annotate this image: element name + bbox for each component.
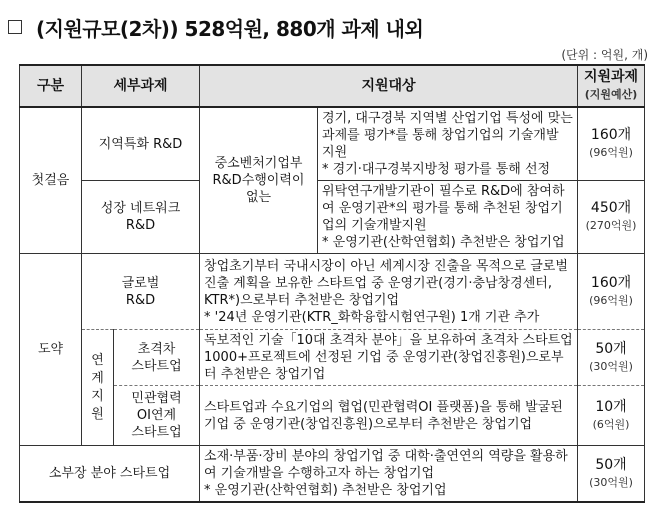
unit-label: (단위 : 억원, 개) xyxy=(561,48,648,62)
scale-growth xyxy=(578,181,645,254)
budget-global: (96억원) xyxy=(589,293,633,307)
table-row xyxy=(20,446,645,503)
target-global xyxy=(200,254,578,330)
target-growth-text: 위탁연구개발기관이 필수로 R&D에 참여하여 운영기관*의 평가를 통해 추천된 창업기업의 기술개발지원 xyxy=(322,184,565,233)
target-parts-note: * 운영기관(산학연협회) 추천받은 창업기업 xyxy=(204,483,447,498)
checkbox-icon xyxy=(8,20,22,34)
target-parts-text: 소재·부품·장비 분야의 창업기업 중 대학·출연연의 역량을 활용하여 기술개발을 수행하고자 하는 창업기업 xyxy=(204,449,568,481)
scale-global xyxy=(578,254,645,330)
page-title: (지원규모(2차)) 528억원, 880개 과제 내외 xyxy=(36,16,424,41)
header-task: 세부과제 xyxy=(82,65,200,107)
header-scale-line2: (지원예산) xyxy=(584,88,638,101)
header-category: 구분 xyxy=(20,65,82,107)
count-parts: 50개 xyxy=(595,456,627,473)
count-global: 160개 xyxy=(590,274,632,291)
table-row xyxy=(20,254,645,330)
scale-regional xyxy=(578,107,645,181)
target-growth-note: * 운영기관(산학연협회) 추천받은 창업기업 xyxy=(322,235,565,250)
task-regional: 지역특화 R&D xyxy=(82,107,200,181)
table-row xyxy=(20,181,645,254)
budget-parts: (30억원) xyxy=(589,475,633,489)
shared-eligibility: 중소벤처기업부 R&D수행이력이 없는 xyxy=(200,107,318,254)
task-global: 글로벌 R&D xyxy=(82,254,200,330)
table-row xyxy=(20,330,645,386)
task-oi: 민관협력 OI연계 스타트업 xyxy=(114,386,200,446)
target-regional xyxy=(318,107,578,181)
target-growth xyxy=(318,181,578,254)
task-growth: 성장 네트워크 R&D xyxy=(82,181,200,254)
budget-oi: (6억원) xyxy=(592,417,630,431)
scale-ultra xyxy=(578,330,645,386)
count-regional: 160개 xyxy=(590,127,632,143)
target-parts xyxy=(200,446,578,503)
linked-support xyxy=(82,330,114,446)
budget-regional: (96억원) xyxy=(589,146,633,159)
budget-growth: (270억원) xyxy=(585,219,637,232)
header-target: 지원대상 xyxy=(200,65,578,107)
count-oi: 10개 xyxy=(595,398,627,415)
scale-parts xyxy=(578,446,645,503)
target-regional-note: * 경기·대구경북지방청 평가를 통해 선정 xyxy=(322,162,551,177)
budget-ultra: (30억원) xyxy=(589,359,633,373)
count-growth: 450개 xyxy=(590,200,632,216)
target-ultra: 독보적인 기술「10대 초격차 분야」을 보유하여 초격차 스타트업 1000+프로젝트에 선정된 기업 중 운영기관(창업진흥원)으로부터 추천받은 창업기업 xyxy=(200,330,578,386)
scale-oi xyxy=(578,386,645,446)
header-row xyxy=(20,65,645,107)
table-row xyxy=(20,386,645,446)
table-row xyxy=(20,107,645,181)
target-global-text: 창업초기부터 국내시장이 아닌 세계시장 진출을 목적으로 글로벌 진출 계획을 보유한 스타트업 중 운영기관(경기·충남창경센터, KTR*)으로부터 추천받은 창업기업 xyxy=(204,258,568,308)
linked-support-label: 연 계 지 원 xyxy=(91,352,104,422)
target-oi: 스타트업과 수요기업의 협업(민관협력OI 플랫폼)을 통해 발굴된 기업 중 운영기관(창업진흥원)으로부터 추천받은 창업기업 xyxy=(200,386,578,446)
category-leap: 도약 xyxy=(20,254,82,446)
category-first-step: 첫걸음 xyxy=(20,107,82,254)
task-ultra: 초격차 스타트업 xyxy=(114,330,200,386)
target-global-note: * '24년 운영기관(KTR_화학융합시험연구원) 1개 기관 추가 xyxy=(204,309,540,325)
target-regional-text: 경기, 대구경북 지역별 산업기업 특성에 맞는 과제를 평가*를 통해 창업기업의 기술개발 지원 xyxy=(322,111,573,160)
count-ultra: 50개 xyxy=(595,340,627,357)
task-parts: 소부장 분야 스타트업 xyxy=(20,446,200,503)
support-scale-table xyxy=(19,64,645,503)
title-row xyxy=(8,10,423,44)
header-scale-line1: 지원과제 xyxy=(583,69,639,85)
header-scale xyxy=(578,65,645,107)
